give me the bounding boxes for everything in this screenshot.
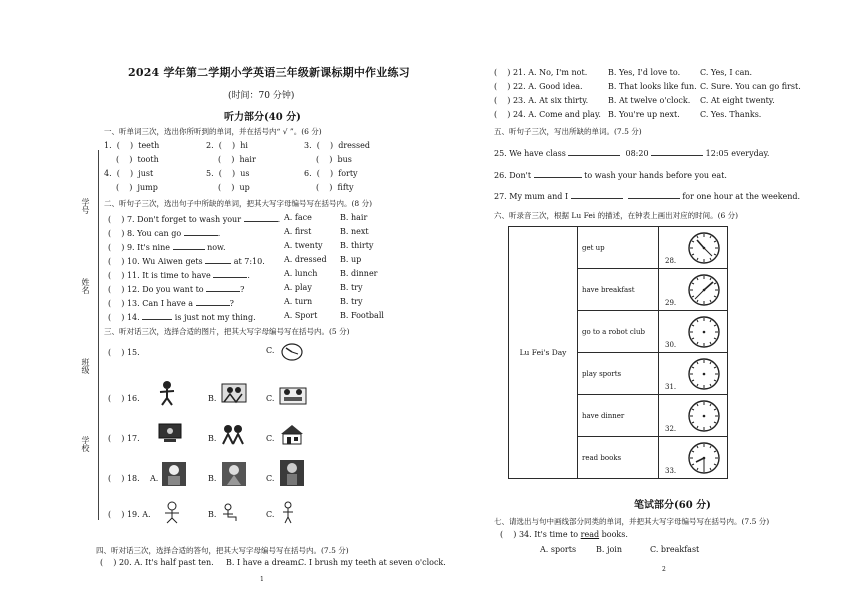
option-b-label: B. bbox=[208, 510, 217, 519]
sentence-text: 08:20 bbox=[625, 149, 649, 158]
option-a: A. turn bbox=[284, 297, 313, 306]
part1-item: 2. ( ) hi bbox=[206, 141, 248, 150]
word-option: up bbox=[239, 183, 250, 192]
children-reading-picture bbox=[278, 382, 308, 406]
item-number: 2. bbox=[206, 141, 214, 150]
option-b: B. up bbox=[340, 255, 362, 264]
part2-row: ( ) 10. Wu Aiwen gets at 7:10. bbox=[108, 257, 265, 266]
word-option: forty bbox=[338, 169, 358, 178]
activity-cell: read books bbox=[578, 437, 659, 479]
option-b: B. Yes, I'd love to. bbox=[608, 68, 681, 77]
word-option: bus bbox=[337, 155, 352, 164]
clock-cell[interactable] bbox=[659, 311, 728, 353]
activity-cell: have dinner bbox=[578, 395, 659, 437]
option-c: C. I brush my teeth at seven o'clock. bbox=[298, 558, 446, 567]
item-number: 9. bbox=[126, 243, 135, 252]
activity-cell: go to a robot club bbox=[578, 311, 659, 353]
clock-face-icon[interactable] bbox=[687, 231, 721, 265]
clock-face-icon[interactable] bbox=[687, 441, 721, 475]
listening-title: 听力部分(40 分) bbox=[224, 112, 301, 123]
sentence-text: ? bbox=[240, 285, 245, 294]
part1-item: ( ) up bbox=[218, 183, 250, 192]
option-b: B. thirty bbox=[340, 241, 374, 250]
clock-face-icon[interactable] bbox=[687, 273, 721, 307]
part2-instruction: 二、听句子三次，选出句子中所缺的单词，把其大写字母编号写在括号内。(8 分) bbox=[104, 199, 373, 208]
part2-row: ( ) 11. It is time to have . bbox=[108, 271, 250, 280]
answer-blank[interactable] bbox=[628, 190, 680, 199]
q26 bbox=[494, 169, 727, 180]
word-option: jump bbox=[137, 183, 158, 192]
part1-item: ( ) bus bbox=[316, 155, 352, 164]
option-a: A. lunch bbox=[284, 269, 318, 278]
option-c: C. Yes, I can. bbox=[700, 68, 753, 77]
part4-row: ( ) 20. A. It's half past ten. bbox=[100, 558, 214, 567]
part4-instruction: 四、听对话三次，选择合适的答句，把其大写字母编号写在括号内。(7.5 分) bbox=[96, 546, 349, 555]
option-a: A. Come and play. bbox=[528, 110, 601, 119]
item-number: 29. bbox=[665, 299, 677, 307]
part3-row-18: ( ) 18. bbox=[108, 474, 140, 483]
item-number: 8. bbox=[126, 229, 135, 238]
sentence-text: It's nine bbox=[137, 243, 170, 252]
child-dancing-picture bbox=[156, 380, 178, 406]
sentence-text: ? bbox=[229, 299, 234, 308]
sentence-text: . bbox=[217, 229, 221, 238]
part4-row: ( ) 21. A. No, I'm not. bbox=[494, 68, 588, 77]
people-talking-picture bbox=[220, 422, 246, 446]
item-number: 15. bbox=[126, 348, 140, 357]
answer-blank[interactable] bbox=[205, 255, 231, 264]
option-b: B. try bbox=[340, 283, 363, 292]
option-a: A. dressed bbox=[284, 255, 327, 264]
clock-cell[interactable] bbox=[659, 269, 728, 311]
sentence-text: to wash your hands before you eat. bbox=[584, 171, 727, 180]
answer-blank[interactable] bbox=[568, 147, 620, 156]
option-a: A. No, I'm not. bbox=[528, 68, 588, 77]
child-sketch-picture bbox=[160, 500, 184, 524]
children-playing-picture bbox=[220, 380, 248, 406]
sentence-text: 26. Don't bbox=[494, 171, 532, 180]
clock-face-icon[interactable] bbox=[687, 315, 721, 349]
sentence-text: is just not my thing. bbox=[174, 313, 256, 322]
binding-line bbox=[98, 150, 99, 520]
item-number: 7. bbox=[126, 215, 135, 224]
option-a: A. twenty bbox=[284, 241, 323, 250]
sentence-text: It is time to have bbox=[142, 271, 211, 280]
woman-picture bbox=[278, 458, 306, 488]
item-number: 5. bbox=[206, 169, 214, 178]
part1-item: 1. ( ) teeth bbox=[104, 141, 160, 150]
clock-cell[interactable] bbox=[659, 437, 728, 479]
option-a: A. face bbox=[284, 213, 312, 222]
item-number: 32. bbox=[665, 425, 677, 433]
word-option: fifty bbox=[337, 183, 354, 192]
part2-row: ( ) 14. is just not my thing. bbox=[108, 313, 256, 322]
option-a: A. It's half past ten. bbox=[134, 558, 214, 567]
table-row bbox=[509, 227, 728, 269]
option-c-label: C. bbox=[266, 434, 275, 443]
sentence-text: 12:05 everyday. bbox=[705, 149, 770, 158]
clock-picture bbox=[280, 342, 304, 362]
option-b-label: B. bbox=[208, 434, 217, 443]
part2-row: ( ) 13. Can I have a ? bbox=[108, 299, 234, 308]
writing-title: 笔试部分(60 分) bbox=[634, 500, 711, 511]
lu-fei-table bbox=[508, 226, 728, 479]
underlined-word: read bbox=[580, 530, 600, 539]
answer-blank[interactable] bbox=[184, 227, 218, 236]
boy-picture bbox=[160, 460, 188, 488]
q25 bbox=[494, 147, 769, 158]
sentence-text: now. bbox=[207, 243, 226, 252]
clock-cell[interactable] bbox=[659, 227, 728, 269]
sentence-text: Don't forget to wash your bbox=[137, 215, 242, 224]
label-xingming: 姓名 bbox=[81, 278, 90, 294]
part3-row-17: ( ) 17. bbox=[108, 434, 140, 443]
part1-item: 4. ( ) just bbox=[104, 169, 154, 178]
sentence-text: 34. It's time to bbox=[518, 530, 579, 539]
answer-blank[interactable] bbox=[142, 311, 172, 320]
part1-item: 6. ( ) forty bbox=[304, 169, 358, 178]
person-standing-picture bbox=[278, 500, 298, 524]
part4-row: ( ) 23. A. At six thirty. bbox=[494, 96, 589, 105]
clock-cell[interactable] bbox=[659, 353, 728, 395]
item-number: 13. bbox=[126, 299, 140, 308]
option-a: A. Sport bbox=[284, 311, 318, 320]
option-b: B. Football bbox=[340, 311, 384, 320]
option-b: B. hair bbox=[340, 213, 368, 222]
item-number: 22. bbox=[512, 82, 526, 91]
label-xuexiao: 学校 bbox=[81, 436, 90, 452]
sentence-text: at 7:10. bbox=[233, 257, 265, 266]
item-number: 17. bbox=[126, 434, 140, 443]
item-number: 19. bbox=[126, 510, 140, 519]
option-c: C. Yes. Thanks. bbox=[700, 110, 762, 119]
sentence-text: Wu Aiwen gets bbox=[142, 257, 203, 266]
clock-face-icon[interactable] bbox=[687, 399, 721, 433]
option-c-label: C. bbox=[266, 474, 275, 483]
option-a-label: A. bbox=[150, 474, 159, 483]
word-option: dressed bbox=[338, 141, 370, 150]
part2-row: ( ) 8. You can go . bbox=[108, 229, 221, 238]
part4-row: ( ) 22. A. Good idea. bbox=[494, 82, 583, 91]
option-c-label: C. bbox=[266, 346, 275, 355]
part1-instruction: 一、听单词三次，选出你所听到的单词，并在括号内“ √ ”。(6 分) bbox=[104, 127, 322, 136]
answer-blank[interactable] bbox=[173, 241, 205, 250]
word-option: just bbox=[138, 169, 154, 178]
item-number: 33. bbox=[665, 467, 677, 475]
item-number: 28. bbox=[665, 257, 677, 265]
item-number: 11. bbox=[126, 271, 140, 280]
answer-blank[interactable] bbox=[571, 190, 623, 199]
part1-item: 3. ( ) dressed bbox=[304, 141, 370, 150]
exam-time: (时间：70 分钟) bbox=[228, 91, 295, 101]
item-number: 31. bbox=[665, 383, 677, 391]
part1-item: ( ) fifty bbox=[316, 183, 354, 192]
item-number: 14. bbox=[126, 313, 140, 322]
option-b-label: B. bbox=[208, 394, 217, 403]
option-b: B. join bbox=[596, 545, 622, 554]
item-number: 16. bbox=[126, 394, 140, 403]
answer-blank[interactable] bbox=[244, 213, 278, 222]
option-c-label: C. bbox=[266, 394, 275, 403]
day-label: Lu Fei's Day bbox=[509, 227, 578, 479]
part6-instruction: 六、听录音三次，根据 Lu Fei 的描述，在钟表上画出对应的时间。(6 分) bbox=[494, 211, 739, 220]
option-b: B. next bbox=[340, 227, 369, 236]
option-c: C. At eight twenty. bbox=[700, 96, 775, 105]
activity-cell: play sports bbox=[578, 353, 659, 395]
part1-item: ( ) jump bbox=[116, 183, 158, 192]
girl-picture bbox=[220, 460, 248, 488]
exam-title: 2024 学年第二学期小学英语三年级新课标期中作业练习 bbox=[128, 66, 410, 79]
part2-row: ( ) 7. Don't forget to wash your . bbox=[108, 215, 281, 224]
sentence-text: for one hour at the weekend. bbox=[682, 192, 801, 201]
part2-row: ( ) 12. Do you want to ? bbox=[108, 285, 245, 294]
option-c-label: C. bbox=[266, 510, 275, 519]
item-number: 20. bbox=[118, 558, 132, 567]
part3-instruction: 三、听对话三次，选择合适的图片，把其大写字母编号写在括号内。(5 分) bbox=[104, 327, 350, 336]
part3-row-19: ( ) 19. A. bbox=[108, 510, 151, 519]
part5-instruction: 五、听句子三次，写出所缺的单词。(7.5 分) bbox=[494, 127, 642, 136]
q27 bbox=[494, 190, 800, 201]
option-a-label: A. bbox=[142, 510, 151, 519]
answer-blank[interactable] bbox=[213, 269, 247, 278]
label-xuehao: 学号 bbox=[81, 198, 90, 214]
option-a: A. sports bbox=[540, 545, 577, 554]
q34-row: ( ) 34. It's time to read books. bbox=[500, 530, 628, 539]
page-number-right: 2 bbox=[662, 566, 666, 573]
part1-item: 5. ( ) us bbox=[206, 169, 250, 178]
word-option: hi bbox=[240, 141, 248, 150]
sentence-text: 25. We have class bbox=[494, 149, 566, 158]
option-b: B. You're up next. bbox=[608, 110, 680, 119]
option-b: B. dinner bbox=[340, 269, 378, 278]
answer-blank[interactable] bbox=[534, 169, 582, 178]
word-option: us bbox=[240, 169, 250, 178]
option-b: B. try bbox=[340, 297, 363, 306]
person-sitting-picture bbox=[220, 502, 244, 522]
part4-row: ( ) 24. A. Come and play. bbox=[494, 110, 601, 119]
option-c: C. Sure. You can go first. bbox=[700, 82, 801, 91]
option-b: B. I have a dream. bbox=[226, 558, 301, 567]
item-number: 12. bbox=[126, 285, 140, 294]
answer-blank[interactable] bbox=[196, 297, 230, 306]
option-a: A. first bbox=[284, 227, 312, 236]
item-number: 10. bbox=[126, 257, 140, 266]
sentence-text: You can go bbox=[137, 229, 182, 238]
activity-cell: get up bbox=[578, 227, 659, 269]
item-number: 23. bbox=[512, 96, 526, 105]
item-number: 21. bbox=[512, 68, 526, 77]
item-number: 1. bbox=[104, 141, 112, 150]
option-a: A. Good idea. bbox=[528, 82, 583, 91]
building-picture bbox=[278, 422, 306, 446]
option-a: A. At six thirty. bbox=[528, 96, 589, 105]
sentence-text: Can I have a bbox=[142, 299, 194, 308]
word-option: hair bbox=[239, 155, 256, 164]
part3-row-15: ( ) 15. bbox=[108, 348, 140, 357]
sentence-text: books. bbox=[601, 530, 628, 539]
item-number: 3. bbox=[304, 141, 312, 150]
answer-blank[interactable] bbox=[651, 147, 703, 156]
item-number: 4. bbox=[104, 169, 112, 178]
sentence-text: . bbox=[247, 271, 250, 280]
item-number: 24. bbox=[512, 110, 526, 119]
part3-row-16: ( ) 16. bbox=[108, 394, 140, 403]
option-a: A. play bbox=[284, 283, 312, 292]
option-b: B. At twelve o'clock. bbox=[608, 96, 691, 105]
answer-blank[interactable] bbox=[206, 283, 240, 292]
word-option: tooth bbox=[137, 155, 159, 164]
page-number-left: 1 bbox=[260, 576, 264, 583]
clock-face-icon[interactable] bbox=[687, 357, 721, 391]
sentence-text: 27. My mum and I bbox=[494, 192, 569, 201]
part1-item: ( ) hair bbox=[218, 155, 256, 164]
item-number: 18. bbox=[126, 474, 140, 483]
item-number: 30. bbox=[665, 341, 677, 349]
activity-cell: have breakfast bbox=[578, 269, 659, 311]
part1-item: ( ) tooth bbox=[116, 155, 159, 164]
part2-row: ( ) 9. It's nine now. bbox=[108, 243, 226, 252]
sentence-text: . bbox=[277, 215, 281, 224]
clock-cell[interactable] bbox=[659, 395, 728, 437]
label-banji: 班级 bbox=[81, 358, 90, 374]
option-c: C. breakfast bbox=[650, 545, 700, 554]
sentence-text: Do you want to bbox=[142, 285, 204, 294]
part7-instruction: 七、请选出与句中画线部分同类的单词，并把其大写字母编号写在括号内。(7.5 分) bbox=[494, 517, 770, 526]
item-number: 6. bbox=[304, 169, 312, 178]
option-b: B. That looks like fun. bbox=[608, 82, 697, 91]
option-b-label: B. bbox=[208, 474, 217, 483]
computer-picture bbox=[156, 422, 184, 446]
word-option: teeth bbox=[138, 141, 160, 150]
